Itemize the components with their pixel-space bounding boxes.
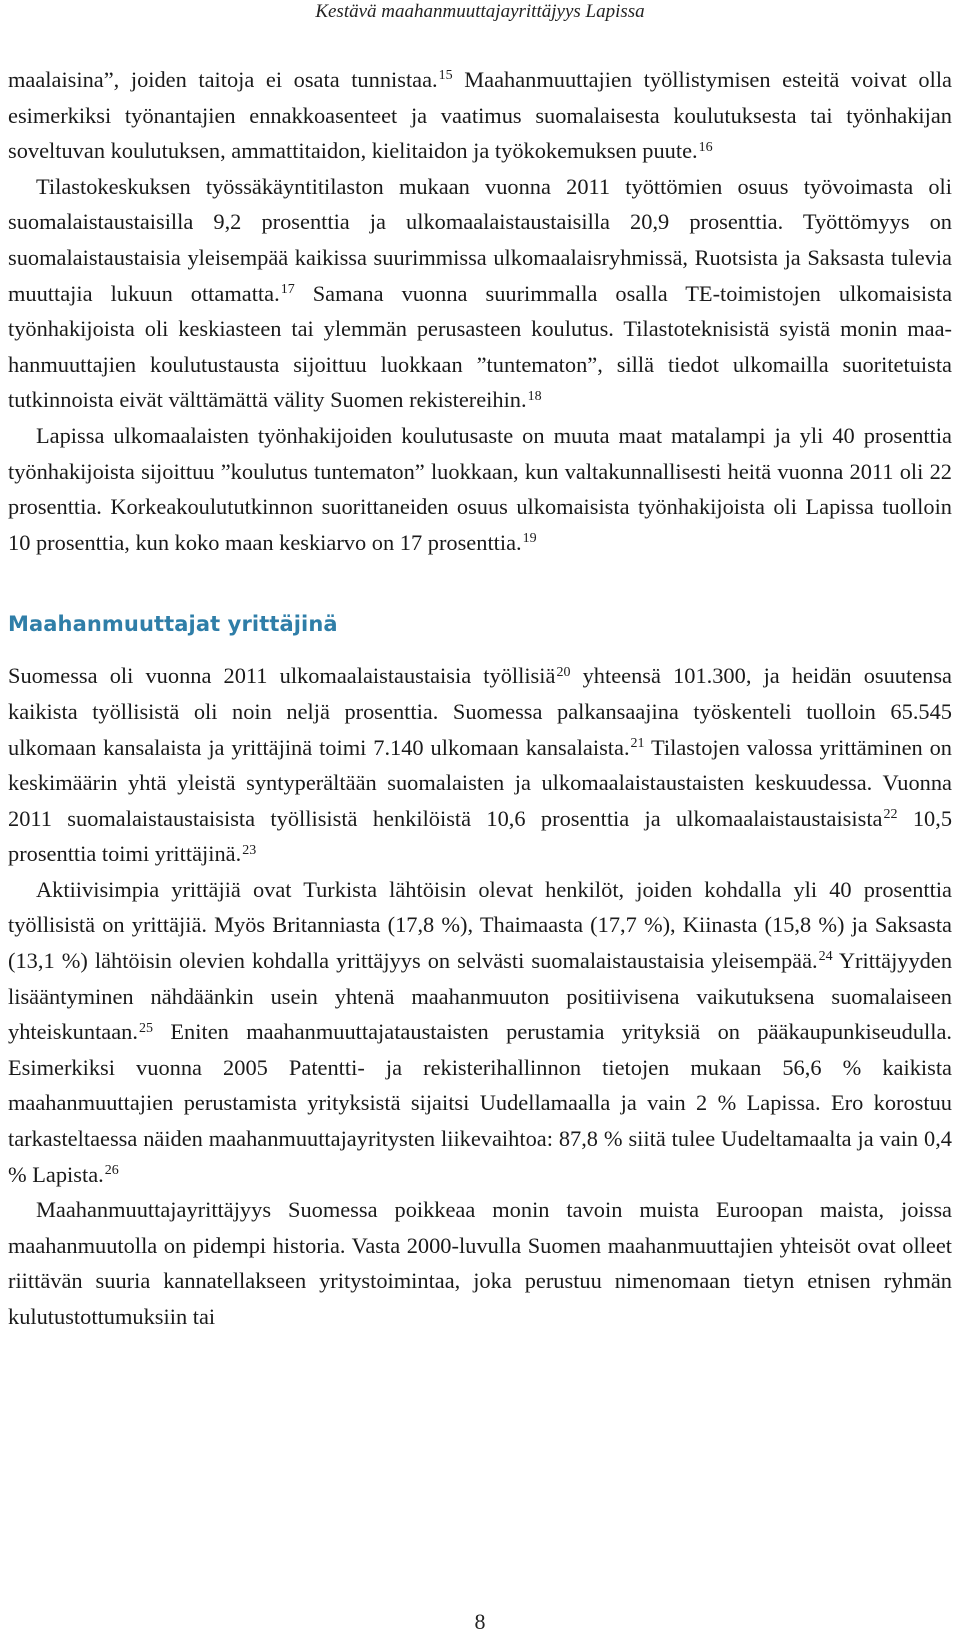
footnote-reference: 18 [527, 388, 542, 404]
paragraph-text: Eniten maahanmuuttajataustaisten perustamia yrityksiä on pääkaupunkiseudulla. Esimerkiksi vuonna 2005 Patentti- ja rekisterihallinnon tietojen mukaan 56,6 % kaikista maahanmuuttajien perustamista yrityksistä sijaitsi Uudellamaalla ja vain 2 % Lapissa. Ero korostuu tarkasteltaessa näiden maahanmuuttajayritysten liikevaihtoa: 87,8 % siitä tulee Uudeltamaalta ja vain 0,4 % Lapista. [8, 1019, 952, 1187]
footnote-reference: 23 [242, 842, 257, 858]
paragraph [8, 1192, 952, 1334]
paragraph-text: Samana vuonna suurimmalla osalla TE-toimistojen ulkomaisista työnhakijoista oli keskiasteen tai ylemmän perusasteen koulutus. Tilastoteknisistä syistä monin maahanmuuttajien koulutustausta sijoittuu luokkaan ”tuntematon”, sillä tiedot ulkomailla suoritetuista tutkinnoista eivät välttämättä välity Suomen rekistereihin. [8, 280, 953, 413]
paragraph [8, 418, 952, 560]
footnote-reference: 21 [630, 735, 645, 751]
paragraph-text: Yrittäjyyden lisääntyminen nähdäänkin usein yhtenä maahanmuuton positiivisena vaikutuksena suomalaiseen yhteiskuntaan. [8, 948, 953, 1045]
footnote-reference: 26 [104, 1162, 119, 1178]
footnote-reference: 16 [698, 139, 713, 155]
footnote-reference: 15 [438, 68, 453, 84]
footnote-reference: 20 [556, 664, 571, 680]
paragraph-text: maalaisina”, joiden taitoja ei osata tunnistaa. [8, 67, 438, 92]
paragraph [8, 169, 952, 418]
paragraph-text: yhteensä 101.300, ja heidän osuutensa kaikista työllisistä oli noin neljä prosenttia. Suomessa palkansaajina työskenteli tuolloin 65.545 ulkomaan kansalaista ja yrittäjinä toimi 7.140 ulkomaan kansalaista. [8, 663, 952, 760]
page-number: 8 [474, 1609, 486, 1634]
paragraph-group-top [8, 62, 952, 560]
footnote-reference: 22 [883, 807, 898, 822]
paragraph-text: Aktiivisimpia yrittäjiä ovat Turkista lähtöisin olevat henkilöt, joiden kohdalla yli 40 prosenttia työllisistä on yrittäjiä. Myös Britanniasta (17,8 %), Thaimaasta (17,7 %), Kiinasta (15,8 %) ja Saksasta (13,1 %) lähtöisin olevien kohdalla yrittäjyys on selvästi suomalaistaustaisia yleisempää. [8, 876, 952, 974]
paragraph-group-bottom [8, 658, 952, 1334]
paragraph-text: Maahanmuuttajayrittäjyys Suomessa poikkeaa monin tavoin muista Euroopan maista, joissa maahanmuutolla on pidempi historia. Vasta 2000-luvulla Suomen maahanmuuttajien yhteisöt ovat olleet riittävän suuria kannatellakseen yritystoimintaa, joka perustuu nimenomaan tietyn etnisen ryhmän kulutustottumuksiin tai [8, 1197, 952, 1329]
body-text [8, 62, 952, 1335]
paragraph-text: Maahanmuuttajien työllistymisen esteitä voivat olla esimerkiksi työnantajien ennakkoasenteet ja vaatimus suomalaisesta koulutuksesta tai työnhakijan soveltuvan koulutuksen, ammattitaidon, kielitaidon ja työkokemuksen puute. [8, 67, 952, 164]
footnote-reference: 25 [138, 1020, 153, 1036]
running-header: Kestävä maahanmuuttajayrittäjyys Lapissa [315, 1, 645, 22]
paragraph-text: Tilastokeskuksen työssäkäyntitilaston mukaan vuonna 2011 työttömien osuus työvoimasta oli suomalaistaustaisilla 9,2 prosenttia ja ulkomaalaistaustaisilla 20,9 prosenttia. Työttömyys on suomalaistaustaisia yleisempää kaikissa suurimmissa ulkomaalaisryhmissä, Ruotsista ja Saksasta tulevia muuttajia lukuun ottamatta. [8, 173, 952, 306]
footnote-reference: 17 [280, 281, 295, 297]
paragraph [8, 62, 952, 169]
footnote-reference: 24 [818, 949, 833, 965]
paragraph-text: Lapissa ulkomaalaisten työnhakijoiden koulutusaste on muuta maat matalampi ja yli 40 prosenttia työnhakijoista sijoittuu ”koulutus tuntematon” luokkaan, kun valtakunnallisesti heitä vuonna 2011 oli 22 prosenttia. Korkeakoulututkinnon suorittaneiden osuus ulkomaisista työnhakijoista oli Lapissa tuolloin 10 prosenttia, kun koko maan keskiarvo on 17 prosenttia. [8, 422, 952, 555]
paragraph [8, 872, 952, 1192]
footnote-reference: 19 [522, 531, 537, 547]
paragraph-text: Tilastojen valossa yrittäminen on keskimäärin yhtä yleistä syntyperältään suomalaisten ja ulkomaalaistaustaisten keskuudessa. Vuonna 2011 suomalaistaustaisista työllisistä henkilöistä 10,6 prosenttia ja ulkomaalaistaustaisista [8, 734, 952, 831]
paragraph-text: Suomessa oli vuonna 2011 ulkomaalaistaustaisia työllisiä [8, 663, 556, 689]
section-heading: Maahanmuuttajat yrittäjinä [8, 612, 338, 637]
paragraph-text: 10,5 prosenttia toimi yrittäjinä. [8, 805, 953, 867]
paragraph [8, 658, 952, 872]
